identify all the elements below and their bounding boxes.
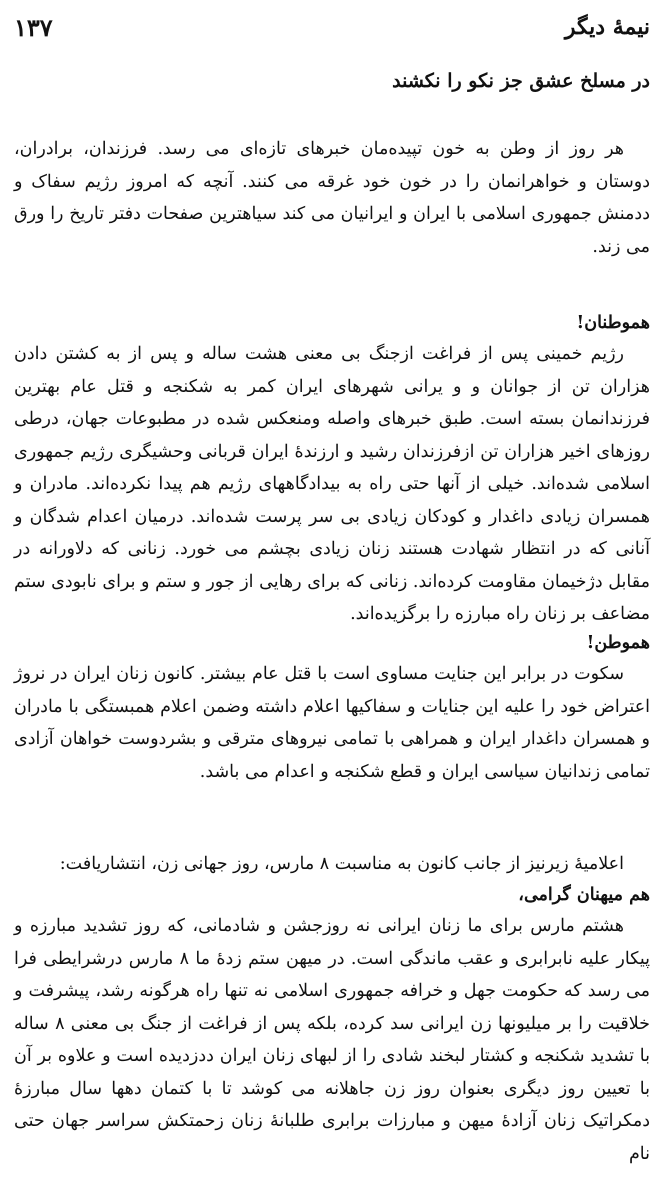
article-paragraph-2: رژیم خمینی پس از فراغت ازجنگ بی معنی هشت ساله و پس از به کشتن دادن هزاران تن از جوانان و و یرانی شهرهای ایران کمر به شکنجه و قتل عام بهترین فرزندانمان بسته است. طبق خبرهای واصله ومنعکس شده در مطبوعات جهان، درطی روزهای اخیر هزاران تن ازفرزندان رشید و ارزندهٔ ایران قربانی وحشیگری رژیم جمهوری اسلامی شده‌اند. خیلی از آنها حتی راه به بیدادگاههای رژیم هم پیدا نکرده‌اند. مادران و همسران زیادی داغدار و کودکان زیادی بی سر پرست شده‌اند. درمیان اعدام شدگان و آنانی که در انتظار شهادت هستند زنان زیادی بچشم می خورد. زنانی که دلاورانه در مقابل دژخیمان مقاومت کرده‌اند. زنانی که برای رهایی از جور و ستم و برای نابودی ستم مضاعف بر زنان راه مبارزه را برگزیده‌اند. [14,344,650,624]
article-body-section [14,308,650,631]
page-number: ۱۳۷ [14,12,53,42]
article-closing-section [14,628,650,788]
article-paragraph-3: سکوت در برابر این جنایت مساوی است با قتل عام بیشتر. کانون زنان ایران در نروژ اعتراض خود را علیه این جنایات و سفاکیها اعلام داشته وضمن اعلام همبستگی با مادران و همسران داغدار ایران و همراهی با تمامی نیروهای مترقی و بشردوست خواهان آزادی تمامی زندانیان سیاسی ایران و قطع شکنجه و اعدام می باشد. [14,664,650,782]
article-title: در مسلخ عشق جز نکو را نکشند [392,70,650,92]
announcement-greeting: هم میهنان گرامی، [518,885,650,905]
announcement-section [14,848,650,1170]
address-compatriot: هموطن! [586,633,650,653]
article-intro-section [14,133,650,263]
announcement-intro: اعلامیهٔ زیرنیز از جانب کانون به مناسبت ۸ مارس، روز جهانی زن، انتشاریافت: [59,854,624,874]
running-header [14,10,650,44]
book-title: نیمهٔ دیگر [564,14,650,40]
article-paragraph-1: هر روز از وطن به خون تپیده‌مان خبرهای تازه‌ای می رسد. فرزندان، برادران، دوستان و خواهرانمان را در خون خود غرقه می کنند. آنچه که امروز رژیم سفاک و ددمنش جمهوری اسلامی با ایران و ایرانیان می کند سیاهترین صفحات دفتر تاریخ را ورق می زند. [14,139,650,257]
address-compatriots: هموطنان! [576,313,650,333]
announcement-paragraph: هشتم مارس برای ما زنان ایرانی نه روزجشن و شادمانی، که روز تشدید مبارزه و پیکار علیه نابرابری و عقب ماندگی است. در میهن ستم زدهٔ ما ۸ مارس درشرایطی فرا می رسد که حکومت جهل و خرافه جمهوری اسلامی نه تنها راه هرگونه رشد، پیشرفت و خلاقیت را بر میلیونها زن ایرانی سد کرده، بلکه پس از فراغت از جنگ بی معنی ۸ ساله با تشدید شکنجه و کشتار لبخند شادی را از لبهای زنان ایران ددزدیده است و علاوه بر آن با تعیین روز دیگری بعنوان روز زن جاهلانه می کوشد تا با کتمان دهها سال مبارزهٔ دمکراتیک زنان آزادهٔ میهن و مبارزات برابری طلبانهٔ زنان زحمتکش سراسر جهان حتی نام [14,916,650,1164]
